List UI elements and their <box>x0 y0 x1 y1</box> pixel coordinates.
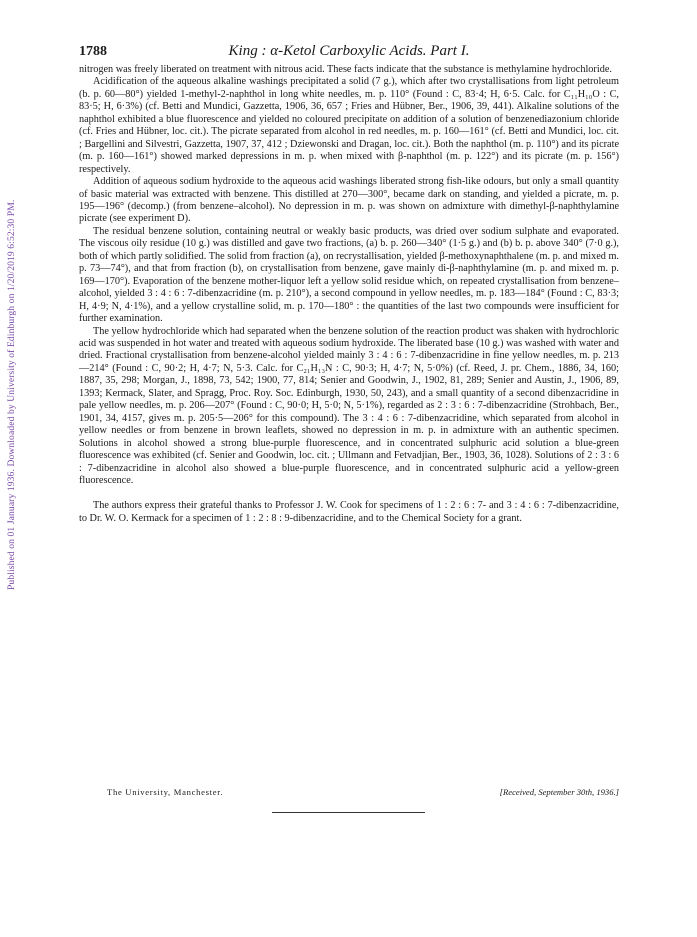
end-rule <box>272 812 425 813</box>
paragraph-yellow-hydrochloride: The yellow hydrochloride which had separated when the benzene solution of the reaction product was shaken with hydrochloric acid was suspended in hot water and treated with aqueous sodium hydroxide. The liberated base (10 g.) was washed with water and dried. Fractional crystallisation from benzene-alcohol yielded mainly 3 : 4 : 6 : 7-dibenzacridine in fine yellow needles, m. p. 213—214° (Found : C, 90·2; H, 4·7; N, 5·3. Calc. for C₂₁H₁₃N : C, 90·3; H, 4·7; N, 5·0%) (cf. Reed, J. pr. Chem., 1886, 34, 160; 1887, 35, 298; Morgan, J., 1898, 73, 542; 1900, 77, 814; Senier and Goodwin, J., 1902, 81, 289; Senier and Austin, J., 1906, 89, 1393; Kermack, Slater, and Spragg, Proc. Roy. Soc. Edinburgh, 1930, 50, 243), and a small quantity of a second dibenzacridine in pale yellow needles, m. p. 206—207° (Found : C, 90·0; H, 5·0; N, 5·1%), regarded as 2 : 3 : 6 : 7-dibenzacridine (Strohbach, Ber., 1901, 34, 4157, gives m. p. 205·5—206° for this compound). The 3 : 4 : 6 : 7-dibenzacridine, which separated from alcohol in yellow needles or from benzene in brown leaflets, showed no depression in m. p. in admixture with an authentic specimen. Solutions in alcohol showed a strong blue-purple fluorescence, and in concentrated sulphuric acid solution a blue-green fluorescence was exhibited (cf. Senier and Goodwin, loc. cit. ; Ullmann and Fetvadjian, Ber., 1903, 36, 1028). Solutions of 2 : 3 : 6 : 7-dibenzacridine in alcohol also showed a blue-purple fluorescence, and in concentrated sulphuric acid a yellow-green fluorescence. <box>79 325 619 486</box>
paragraph-residual-benzene: The residual benzene solution, containing neutral or weakly basic products, was dried over sodium sulphate and evaporated. The viscous oily residue (10 g.) was distilled and gave two fractions, (a) b. p. 260—340° (1·5 g.) and (b) b. p. above 340° (7·0 g.), both of which partly solidified. The solid from fraction (a), on recrystallisation, yielded β-methoxynaphthalene (m. p. and mixed m. p. 73—74°), and that from fraction (b), on crystallisation from benzene, gave mainly di-β-naphthylamine (m. p. and mixed m. p. 169—170°). Evaporation of the benzene mother-liquor left a yellow solid residue which, on repeated crystallisation from benzene–alcohol, yielded 3 : 4 : 6 : 7-dibenzacridine (m. p. 210°), a second compound in yellow needles, m. p. 183—184° (Found : C, 83·3; H, 4·9; N, 4·1%), and a yellow crystalline solid, m. p. 170—180° : the quantities of the last two compounds were insufficient for further examination. <box>79 225 619 325</box>
running-title: King : α-Ketol Carboxylic Acids. Part I. <box>228 43 470 59</box>
received-date: [Received, September 30th, 1936.] <box>499 787 619 797</box>
affiliation: The University, Manchester. <box>107 787 224 797</box>
paragraph-acknowledgements: The authors express their grateful thanks to Professor J. W. Cook for specimens of 1 : 2 : 6 : 7- and 3 : 4 : 6 : 7-dibenzacridine, to Dr. W. O. Kermack for a specimen of 1 : 2 : 8 : 9-dibenzacridine, and to the Chemical Society for a grant. <box>79 500 619 524</box>
page-header <box>79 44 619 64</box>
article-body <box>79 64 619 525</box>
paragraph-basic-material: Addition of aqueous sodium hydroxide to the aqueous acid washings liberated strong fish-like odours, but only a small quantity of basic material was extracted with benzene. This distilled at 270—300°, became dark on standing, and yielded a picrate, m. p. 195—196° (decomp.) (from benzene–alcohol). No depression in m. p. was shown on admixture with dimethyl-β-naphthylamine picrate (see experiment D). <box>79 176 619 225</box>
download-margin-note-text: Published on 01 January 1936. Downloaded by University of Edinburgh on 1/20/2019 6:52:30 PM. <box>6 199 17 590</box>
paragraph-acidification: Acidification of the aqueous alkaline washings precipitated a solid (7 g.), which after two crystallisations from light petroleum (b. p. 60—80°) yielded 1-methyl-2-naphthol in long white needles, m. p. 110° (Found : C, 83·4; H, 6·5. Calc. for C₁₁H₁₀O : C, 83·5; H, 6·3%) (cf. Betti and Mundici, Gazzetta, 1906, 36, 657 ; Fries and Hübner, Ber., 1906, 39, 441). Alkaline solutions of the naphthol exhibited a blue fluorescence and yielded no coloured precipitate on addition of a solution of benzenediazonium chloride (cf. Fries and Hübner, loc. cit.). The picrate separated from alcohol in red needles, m. p. 160—161° (cf. Betti and Mundici, loc. cit. ; Bargellini and Silvestri, Gazzetta, 1907, 37, 412 ; Dziewonski and Dragan, loc. cit.). Both the naphthol (m. p. 110°) and its picrate (m. p. 160—161°) showed marked depressions in m. p. when mixed with β-naphthol (m. p. 122°) and its picrate (m. p. 156°) respectively. <box>79 76 619 175</box>
page-number: 1788 <box>79 44 107 59</box>
paragraph-continuation: nitrogen was freely liberated on treatment with nitrous acid. These facts indicate that the substance is methylamine hydrochloride. <box>79 64 612 75</box>
article-footer <box>79 787 619 801</box>
download-margin-note <box>6 150 20 590</box>
